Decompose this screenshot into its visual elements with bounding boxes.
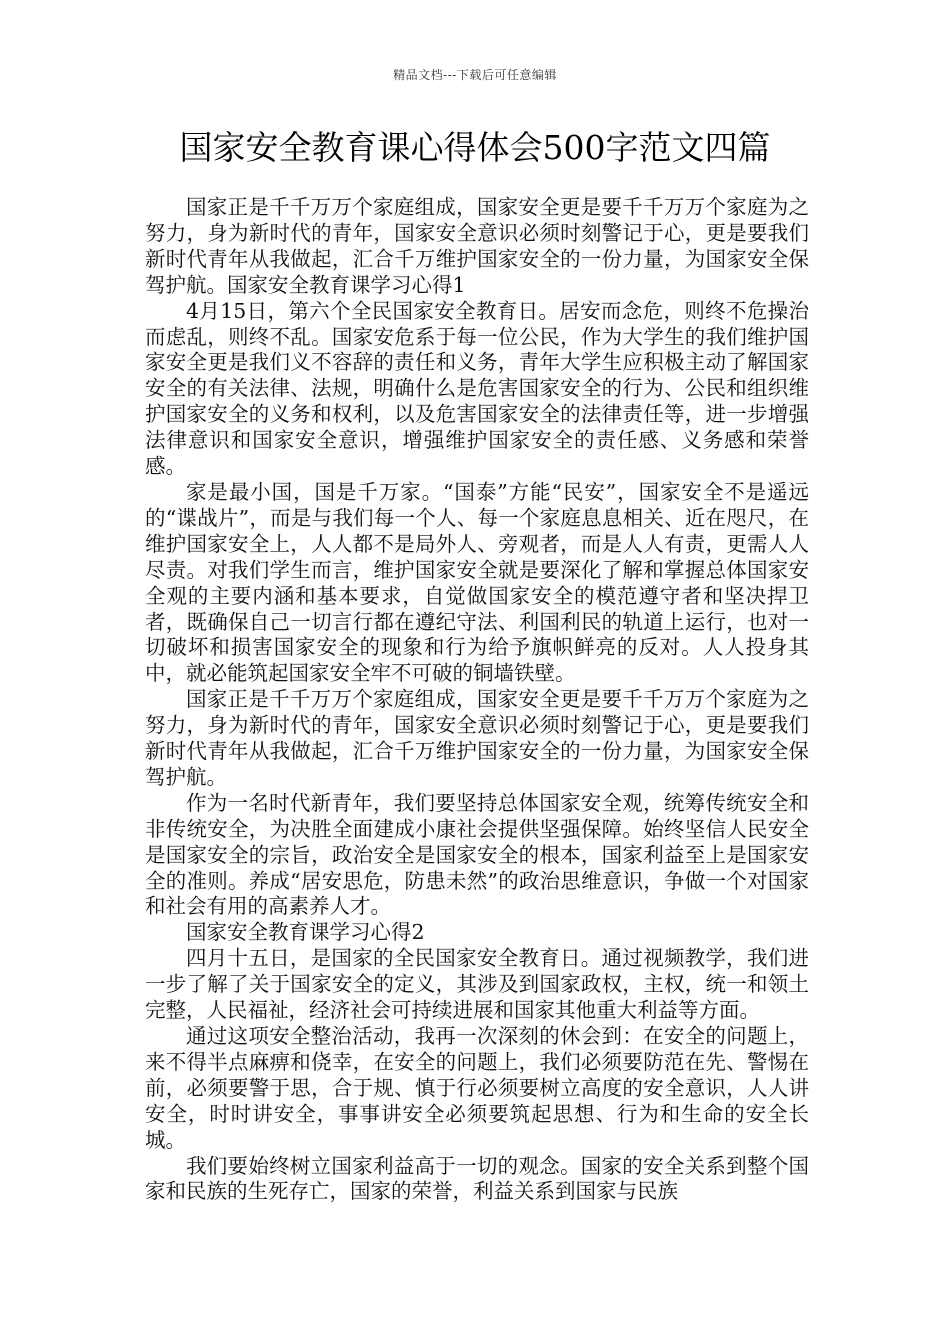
paragraph: 4月15日，第六个全民国家安全教育日。居安而念危，则终不危操治而虑乱，则终不乱。国家安危系于每一位公民，作为大学生的我们维护国家安全更是我们义不容辞的责任和义务，青年大学生应积极主动了解国家安全的有关法律、法规，明确什么是危害国家安全的行为、公民和组织维护国家安全的义务和权利，以及危害国家安全的法律责任等，进一步增强法律意识和国家安全意识，增强维护国家安全的责任感、义务感和荣誉感。: [145, 298, 809, 479]
paragraph: 通过这项安全整治活动，我再一次深刻的休会到：在安全的问题上，来不得半点麻痹和侥幸，在安全的问题上，我们必须要防范在先、警惕在前，必须要警于思，合于规、慎于行必须要树立高度的安全意识，人人讲安全，时时讲安全，事事讲安全必须要筑起思想、行为和生命的安全长城。: [145, 1024, 809, 1152]
paragraph: 家是最小国，国是千万家。“国泰”方能“民安”，国家安全不是遥远的“谍战片”，而是与我们每一个人、每一个家庭息息相关、近在咫尺，在维护国家安全上，人人都不是局外人、旁观者，而是人人有责，更需人人尽责。对我们学生而言，维护国家安全就是要深化了解和掌握总体国家安全观的主要内涵和基本要求，自觉做国家安全的模范遵守者和坚决捍卫者，既确保自己一切言行都在遵纪守法、利国利民的轨道上运行，也对一切破坏和损害国家安全的现象和行为给予旗帜鲜亮的反对。人人投身其中，就必能筑起国家安全牢不可破的铜墙铁壁。: [145, 479, 809, 686]
section-heading: 国家安全教育课学习心得2: [186, 920, 425, 945]
paragraph: 国家正是千千万万个家庭组成，国家安全更是要千千万万个家庭为之努力，身为新时代的青年，国家安全意识必须时刻警记于心，更是要我们新时代青年从我做起，汇合千万维护国家安全的一份力量，为国家安全保驾护航。: [145, 687, 809, 789]
document-title: 国家安全教育课心得体会500字范文四篇: [179, 128, 771, 167]
paragraph: 作为一名时代新青年，我们要坚持总体国家安全观，统筹传统安全和非传统安全，为决胜全面建成小康社会提供坚强保障。始终坚信人民安全是国家安全的宗旨，政治安全是国家安全的根本，国家利益至上是国家安全的准则。养成“居安思危，防患未然”的政治思维意识，争做一个对国家和社会有用的高素养人才。: [145, 790, 809, 919]
paragraph: 国家正是千千万万个家庭组成，国家安全更是要千千万万个家庭为之努力，身为新时代的青年，国家安全意识必须时刻警记于心，更是要我们新时代青年从我做起，汇合千万维护国家安全的一份力量，为国家安全保驾护航。国家安全教育课学习心得1: [145, 195, 809, 297]
paragraph: 四月十五日，是国家的全民国家安全教育日。通过视频教学，我们进一步了解了关于国家安全的定义，其涉及到国家政权，主权，统一和领土完整，人民福祉，经济社会可持续进展和国家其他重大利益等方面。: [145, 946, 809, 1023]
header-note: 精品文档---下载后可任意编辑: [393, 68, 557, 82]
paragraph: 我们要始终树立国家利益高于一切的观念。国家的安全关系到整个国家和民族的生死存亡，国家的荣誉，利益关系到国家与民族: [145, 1153, 809, 1204]
document-body: [145, 195, 809, 1205]
